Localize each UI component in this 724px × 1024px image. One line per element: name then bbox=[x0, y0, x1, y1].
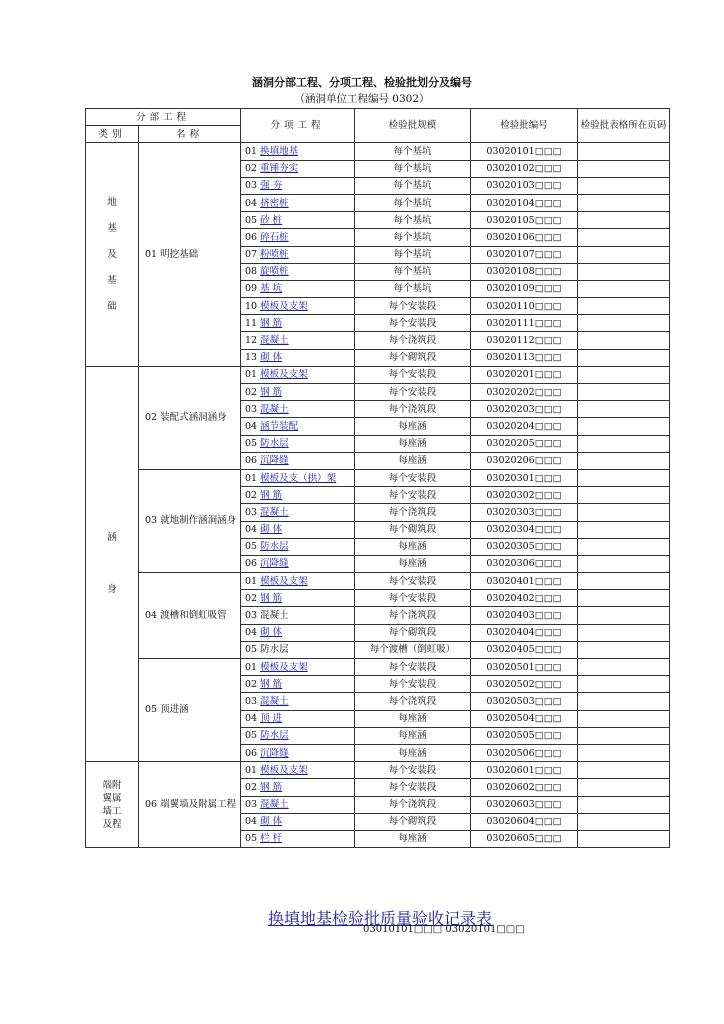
subitem-link[interactable]: 模板及支架 bbox=[260, 661, 308, 673]
batch-number-cell: 03020203□□□ bbox=[471, 401, 578, 418]
scale-cell: 每个砌筑段 bbox=[355, 349, 471, 366]
subitem-cell bbox=[241, 607, 355, 624]
subitem-number: 04 bbox=[245, 420, 258, 432]
page-cell bbox=[578, 624, 670, 641]
scale-cell: 每座涵 bbox=[355, 452, 471, 469]
scale-cell: 每个安装段 bbox=[355, 469, 471, 486]
subitem-label: 混凝土 bbox=[260, 610, 289, 622]
subitem-link[interactable]: 换填地基 bbox=[260, 145, 299, 157]
batch-number-cell: 03020204□□□ bbox=[471, 418, 578, 435]
header-division: 分部工程 bbox=[86, 109, 241, 126]
page-cell bbox=[578, 555, 670, 572]
subitem-link[interactable]: 钢 筋 bbox=[260, 781, 283, 793]
subitem-link[interactable]: 砌 体 bbox=[260, 627, 283, 639]
subitem-number: 11 bbox=[245, 317, 258, 329]
page-cell bbox=[578, 710, 670, 727]
footer-link-title[interactable]: 换填地基检验批质量验收记录表 bbox=[267, 909, 492, 928]
subitem-link[interactable]: 防水层 bbox=[260, 438, 289, 450]
batch-number-cell: 03020109□□□ bbox=[471, 280, 578, 297]
subitem-number: 05 bbox=[245, 730, 258, 742]
subitem-link[interactable]: 钢 筋 bbox=[260, 489, 283, 501]
scale-cell: 每个安装段 bbox=[355, 487, 471, 504]
subitem-cell[interactable] bbox=[241, 521, 355, 538]
batch-number-cell: 03020601□□□ bbox=[471, 762, 578, 779]
subitem-number: 05 bbox=[245, 541, 258, 553]
subitem-cell[interactable] bbox=[241, 676, 355, 693]
header-category: 类别 bbox=[86, 126, 139, 143]
subitem-number: 02 bbox=[245, 781, 258, 793]
batch-number-cell: 03020305□□□ bbox=[471, 538, 578, 555]
batch-number-cell: 03020206□□□ bbox=[471, 452, 578, 469]
page-cell bbox=[578, 315, 670, 332]
subitem-cell[interactable] bbox=[241, 830, 355, 847]
subitem-link[interactable]: 砌 体 bbox=[260, 816, 283, 828]
subitem-number: 04 bbox=[245, 713, 258, 725]
category-body bbox=[86, 366, 139, 761]
subitem-label: 防水层 bbox=[260, 644, 289, 656]
subitem-number: 02 bbox=[245, 489, 258, 501]
page-cell bbox=[578, 298, 670, 315]
document-subtitle: （涵洞单位工程编号 0302） bbox=[294, 93, 430, 105]
batch-number-cell: 03020405□□□ bbox=[471, 641, 578, 658]
scale-cell: 每个基坑 bbox=[355, 194, 471, 211]
subitem-number: 07 bbox=[245, 249, 258, 261]
subitem-cell[interactable] bbox=[241, 143, 355, 160]
subitem-number: 10 bbox=[245, 300, 258, 312]
page-cell bbox=[578, 401, 670, 418]
subitem-number: 04 bbox=[245, 524, 258, 536]
batch-number-cell: 03020303□□□ bbox=[471, 504, 578, 521]
subitem-cell[interactable] bbox=[241, 452, 355, 469]
batch-number-cell: 03020304□□□ bbox=[471, 521, 578, 538]
subitem-number: 01 bbox=[245, 575, 258, 587]
page-cell bbox=[578, 727, 670, 744]
subitem-cell[interactable] bbox=[241, 573, 355, 590]
subitem-number: 03 bbox=[245, 180, 258, 192]
batch-number-cell: 03020201□□□ bbox=[471, 366, 578, 383]
subitem-cell[interactable] bbox=[241, 246, 355, 263]
scale-cell: 每个安装段 bbox=[355, 762, 471, 779]
subitem-link[interactable]: 砌 体 bbox=[260, 352, 283, 364]
subitem-cell[interactable] bbox=[241, 366, 355, 383]
batch-number-cell: 03020202□□□ bbox=[471, 384, 578, 401]
subitem-number: 01 bbox=[245, 661, 258, 673]
page-cell bbox=[578, 659, 670, 676]
subitem-link[interactable]: 基 坑 bbox=[260, 283, 283, 295]
subitem-number: 12 bbox=[245, 335, 258, 347]
batch-number-cell: 03020106□□□ bbox=[471, 229, 578, 246]
page-cell bbox=[578, 813, 670, 830]
subitem-number: 06 bbox=[245, 231, 258, 243]
section-s01: 01 明挖基础 bbox=[139, 143, 241, 366]
scale-cell: 每座涵 bbox=[355, 727, 471, 744]
batch-number-cell: 03020301□□□ bbox=[471, 469, 578, 486]
scale-cell: 每个渡槽（倒虹吸） bbox=[355, 641, 471, 658]
subitem-link[interactable]: 模板及支架 bbox=[260, 300, 308, 312]
page-cell bbox=[578, 641, 670, 658]
scale-cell: 每个浇筑段 bbox=[355, 796, 471, 813]
subitem-number: 03 bbox=[245, 403, 258, 415]
subitem-cell[interactable] bbox=[241, 212, 355, 229]
batch-number-cell: 03020110□□□ bbox=[471, 298, 578, 315]
batch-number-cell: 03020501□□□ bbox=[471, 659, 578, 676]
batch-number-cell: 03020505□□□ bbox=[471, 727, 578, 744]
category-label: 地 基 及 基 础 bbox=[107, 197, 117, 313]
scale-cell: 每个基坑 bbox=[355, 212, 471, 229]
subitem-link[interactable]: 防水层 bbox=[260, 730, 289, 742]
subitem-cell[interactable] bbox=[241, 624, 355, 641]
subitem-link[interactable]: 栏 杆 bbox=[260, 833, 283, 845]
batch-number-cell: 03020404□□□ bbox=[471, 624, 578, 641]
page-cell bbox=[578, 676, 670, 693]
subitem-cell[interactable] bbox=[241, 229, 355, 246]
section-s06: 06 端翼墙及附属工程 bbox=[139, 762, 241, 848]
subitem-number: 02 bbox=[245, 163, 258, 175]
batch-number-cell: 03020503□□□ bbox=[471, 693, 578, 710]
page-cell bbox=[578, 366, 670, 383]
subitem-cell[interactable] bbox=[241, 298, 355, 315]
subitem-cell[interactable] bbox=[241, 280, 355, 297]
subitem-number: 03 bbox=[245, 610, 258, 622]
batch-number-cell: 03020402□□□ bbox=[471, 590, 578, 607]
subitem-link[interactable]: 混凝土 bbox=[260, 335, 289, 347]
table-row bbox=[86, 573, 670, 590]
page-cell bbox=[578, 349, 670, 366]
page-cell bbox=[578, 332, 670, 349]
subitem-link[interactable]: 砂 桩 bbox=[260, 214, 283, 226]
category-ancillary bbox=[86, 762, 139, 848]
page-cell bbox=[578, 469, 670, 486]
page-cell bbox=[578, 384, 670, 401]
batch-number-cell: 03020104□□□ bbox=[471, 194, 578, 211]
subitem-number: 08 bbox=[245, 266, 258, 278]
subitem-number: 02 bbox=[245, 386, 258, 398]
page-cell bbox=[578, 263, 670, 280]
subitem-cell[interactable] bbox=[241, 469, 355, 486]
page-cell bbox=[578, 177, 670, 194]
subitem-link[interactable]: 沉降缝 bbox=[260, 558, 289, 570]
header-name: 名称 bbox=[139, 126, 241, 143]
subitem-number: 02 bbox=[245, 678, 258, 690]
subitem-number: 01 bbox=[245, 145, 258, 157]
batch-number-cell: 03020111□□□ bbox=[471, 315, 578, 332]
subitem-number: 03 bbox=[245, 799, 258, 811]
page-cell bbox=[578, 246, 670, 263]
page-cell bbox=[578, 744, 670, 761]
footer-codes: 03010101□□□ 03020101□□□ bbox=[363, 924, 525, 935]
page-cell bbox=[578, 212, 670, 229]
division-table bbox=[85, 108, 670, 848]
subitem-number: 05 bbox=[245, 214, 258, 226]
header-row-1 bbox=[86, 109, 670, 126]
scale-cell: 每个安装段 bbox=[355, 384, 471, 401]
section-s04: 04 渡槽和倒虹吸管 bbox=[139, 573, 241, 659]
subitem-link[interactable]: 旋喷桩 bbox=[260, 266, 289, 278]
batch-number-cell: 03020108□□□ bbox=[471, 263, 578, 280]
subitem-link[interactable]: 顶 进 bbox=[260, 713, 283, 725]
subitem-link[interactable]: 防水层 bbox=[260, 541, 289, 553]
subitem-number: 03 bbox=[245, 506, 258, 518]
scale-cell: 每个浇筑段 bbox=[355, 504, 471, 521]
page-cell bbox=[578, 590, 670, 607]
subitem-link[interactable]: 模板及支架 bbox=[260, 764, 308, 776]
scale-cell: 每个安装段 bbox=[355, 315, 471, 332]
subitem-number: 05 bbox=[245, 644, 258, 656]
subitem-cell[interactable] bbox=[241, 693, 355, 710]
subitem-cell[interactable] bbox=[241, 349, 355, 366]
subitem-link[interactable]: 粉喷桩 bbox=[260, 249, 289, 261]
table-row bbox=[86, 762, 670, 779]
scale-cell: 每个安装段 bbox=[355, 366, 471, 383]
scale-cell: 每座涵 bbox=[355, 435, 471, 452]
subitem-number: 02 bbox=[245, 592, 258, 604]
scale-cell: 每个安装段 bbox=[355, 659, 471, 676]
subitem-cell[interactable] bbox=[241, 487, 355, 504]
subitem-number: 04 bbox=[245, 197, 258, 209]
page-cell bbox=[578, 487, 670, 504]
page-cell bbox=[578, 160, 670, 177]
subitem-cell[interactable] bbox=[241, 160, 355, 177]
batch-number-cell: 03020101□□□ bbox=[471, 143, 578, 160]
batch-number-cell: 03020102□□□ bbox=[471, 160, 578, 177]
subitem-cell bbox=[241, 641, 355, 658]
scale-cell: 每个安装段 bbox=[355, 779, 471, 796]
subitem-link[interactable]: 强 夯 bbox=[260, 180, 283, 192]
category-label: 涵 身 bbox=[107, 532, 117, 596]
scale-cell: 每个浇筑段 bbox=[355, 401, 471, 418]
scale-cell: 每个基坑 bbox=[355, 263, 471, 280]
scale-cell: 每座涵 bbox=[355, 418, 471, 435]
page-cell bbox=[578, 418, 670, 435]
batch-number-cell: 03020506□□□ bbox=[471, 744, 578, 761]
subitem-link[interactable]: 沉降缝 bbox=[260, 747, 289, 759]
subitem-cell[interactable] bbox=[241, 538, 355, 555]
section-s03: 03 就地制作涵洞涵身 bbox=[139, 469, 241, 572]
section-s02: 02 装配式涵洞涵身 bbox=[139, 366, 241, 469]
subitem-link[interactable]: 沉降缝 bbox=[260, 455, 289, 467]
section-s05: 05 顶进涵 bbox=[139, 659, 241, 762]
subitem-cell[interactable] bbox=[241, 418, 355, 435]
scale-cell: 每座涵 bbox=[355, 555, 471, 572]
table-row bbox=[86, 366, 670, 383]
batch-number-cell: 03020107□□□ bbox=[471, 246, 578, 263]
batch-number-cell: 03020605□□□ bbox=[471, 830, 578, 847]
page-cell bbox=[578, 779, 670, 796]
batch-number-cell: 03020603□□□ bbox=[471, 796, 578, 813]
subitem-number: 05 bbox=[245, 438, 258, 450]
scale-cell: 每个基坑 bbox=[355, 177, 471, 194]
scale-cell: 每个砌筑段 bbox=[355, 624, 471, 641]
batch-number-cell: 03020112□□□ bbox=[471, 332, 578, 349]
header-subitem: 分项工程 bbox=[241, 109, 355, 143]
page-cell bbox=[578, 194, 670, 211]
batch-number-cell: 03020602□□□ bbox=[471, 779, 578, 796]
subitem-link[interactable]: 钢 筋 bbox=[260, 678, 283, 690]
batch-number-cell: 03020504□□□ bbox=[471, 710, 578, 727]
subitem-number: 03 bbox=[245, 695, 258, 707]
subitem-cell[interactable] bbox=[241, 504, 355, 521]
scale-cell: 每座涵 bbox=[355, 830, 471, 847]
scale-cell: 每个基坑 bbox=[355, 143, 471, 160]
subitem-link[interactable]: 混凝土 bbox=[260, 799, 289, 811]
page-cell bbox=[578, 280, 670, 297]
page-cell bbox=[578, 573, 670, 590]
scale-cell: 每个基坑 bbox=[355, 229, 471, 246]
scale-cell: 每个浇筑段 bbox=[355, 607, 471, 624]
page-cell bbox=[578, 538, 670, 555]
subitem-number: 06 bbox=[245, 558, 258, 570]
subitem-cell[interactable] bbox=[241, 177, 355, 194]
category-label: 端附 翼属 墙工 及程 bbox=[102, 779, 122, 830]
page-cell bbox=[578, 521, 670, 538]
scale-cell: 每个安装段 bbox=[355, 590, 471, 607]
category-foundation bbox=[86, 143, 139, 366]
subitem-link[interactable]: 挤密桩 bbox=[260, 197, 289, 209]
subitem-cell[interactable] bbox=[241, 796, 355, 813]
scale-cell: 每个基坑 bbox=[355, 246, 471, 263]
subitem-link[interactable]: 钢 筋 bbox=[260, 592, 283, 604]
subitem-cell[interactable] bbox=[241, 744, 355, 761]
subitem-cell[interactable] bbox=[241, 727, 355, 744]
subitem-link[interactable]: 混凝土 bbox=[260, 403, 289, 415]
page-cell bbox=[578, 452, 670, 469]
page-cell bbox=[578, 143, 670, 160]
batch-number-cell: 03020302□□□ bbox=[471, 487, 578, 504]
subitem-cell[interactable] bbox=[241, 315, 355, 332]
subitem-number: 13 bbox=[245, 352, 258, 364]
header-number: 检验批编号 bbox=[471, 109, 578, 143]
subitem-number: 01 bbox=[245, 472, 258, 484]
batch-number-cell: 03020403□□□ bbox=[471, 607, 578, 624]
scale-cell: 每个浇筑段 bbox=[355, 332, 471, 349]
page-cell bbox=[578, 607, 670, 624]
scale-cell: 每个基坑 bbox=[355, 160, 471, 177]
batch-number-cell: 03020103□□□ bbox=[471, 177, 578, 194]
scale-cell: 每座涵 bbox=[355, 744, 471, 761]
subitem-link[interactable]: 模板及支（拱）架 bbox=[260, 472, 337, 484]
header-scale: 检验批规模 bbox=[355, 109, 471, 143]
subitem-cell[interactable] bbox=[241, 401, 355, 418]
subitem-link[interactable]: 钢 筋 bbox=[260, 317, 283, 329]
scale-cell: 每个安装段 bbox=[355, 676, 471, 693]
subitem-cell[interactable] bbox=[241, 590, 355, 607]
subitem-number: 01 bbox=[245, 764, 258, 776]
scale-cell: 每座涵 bbox=[355, 710, 471, 727]
subitem-link[interactable]: 模板及支架 bbox=[260, 369, 308, 381]
batch-number-cell: 03020306□□□ bbox=[471, 555, 578, 572]
subitem-cell[interactable] bbox=[241, 779, 355, 796]
subitem-number: 06 bbox=[245, 455, 258, 467]
subitem-number: 04 bbox=[245, 627, 258, 639]
subitem-cell[interactable] bbox=[241, 263, 355, 280]
scale-cell: 每个砌筑段 bbox=[355, 521, 471, 538]
page-cell bbox=[578, 830, 670, 847]
document-title: 涵洞分部工程、分项工程、检验批划分及编号 bbox=[252, 76, 472, 89]
subitem-link[interactable]: 重锤夯实 bbox=[260, 163, 299, 175]
page-cell bbox=[578, 693, 670, 710]
subitem-link[interactable]: 混凝土 bbox=[260, 506, 289, 518]
scale-cell: 每个浇筑段 bbox=[355, 693, 471, 710]
subitem-number: 09 bbox=[245, 283, 258, 295]
subitem-cell[interactable] bbox=[241, 555, 355, 572]
header-page: 检验批表格所在页码 bbox=[578, 109, 670, 143]
batch-number-cell: 03020401□□□ bbox=[471, 573, 578, 590]
batch-number-cell: 03020105□□□ bbox=[471, 212, 578, 229]
subitem-cell[interactable] bbox=[241, 762, 355, 779]
scale-cell: 每个安装段 bbox=[355, 298, 471, 315]
batch-number-cell: 03020604□□□ bbox=[471, 813, 578, 830]
subitem-cell[interactable] bbox=[241, 659, 355, 676]
scale-cell: 每个安装段 bbox=[355, 573, 471, 590]
page-cell bbox=[578, 435, 670, 452]
subitem-cell[interactable] bbox=[241, 813, 355, 830]
subitem-cell[interactable] bbox=[241, 435, 355, 452]
subitem-cell[interactable] bbox=[241, 384, 355, 401]
subitem-cell[interactable] bbox=[241, 710, 355, 727]
scale-cell: 每个砌筑段 bbox=[355, 813, 471, 830]
page-cell bbox=[578, 229, 670, 246]
subitem-cell[interactable] bbox=[241, 332, 355, 349]
subitem-number: 01 bbox=[245, 369, 258, 381]
scale-cell: 每座涵 bbox=[355, 538, 471, 555]
subitem-number: 06 bbox=[245, 747, 258, 759]
subitem-number: 04 bbox=[245, 816, 258, 828]
subitem-link[interactable]: 钢 筋 bbox=[260, 386, 283, 398]
subitem-cell[interactable] bbox=[241, 194, 355, 211]
batch-number-cell: 03020205□□□ bbox=[471, 435, 578, 452]
page-cell bbox=[578, 762, 670, 779]
scale-cell: 每个基坑 bbox=[355, 280, 471, 297]
subitem-number: 05 bbox=[245, 833, 258, 845]
batch-number-cell: 03020502□□□ bbox=[471, 676, 578, 693]
page-cell bbox=[578, 796, 670, 813]
subitem-link[interactable]: 混凝土 bbox=[260, 695, 289, 707]
subitem-link[interactable]: 涵节装配 bbox=[260, 420, 299, 432]
subitem-link[interactable]: 砌 体 bbox=[260, 524, 283, 536]
table-row bbox=[86, 469, 670, 486]
batch-number-cell: 03020113□□□ bbox=[471, 349, 578, 366]
subitem-link[interactable]: 模板及支架 bbox=[260, 575, 308, 587]
page-cell bbox=[578, 504, 670, 521]
subitem-link[interactable]: 碎石桩 bbox=[260, 231, 289, 243]
table-row bbox=[86, 659, 670, 676]
table-row bbox=[86, 143, 670, 160]
